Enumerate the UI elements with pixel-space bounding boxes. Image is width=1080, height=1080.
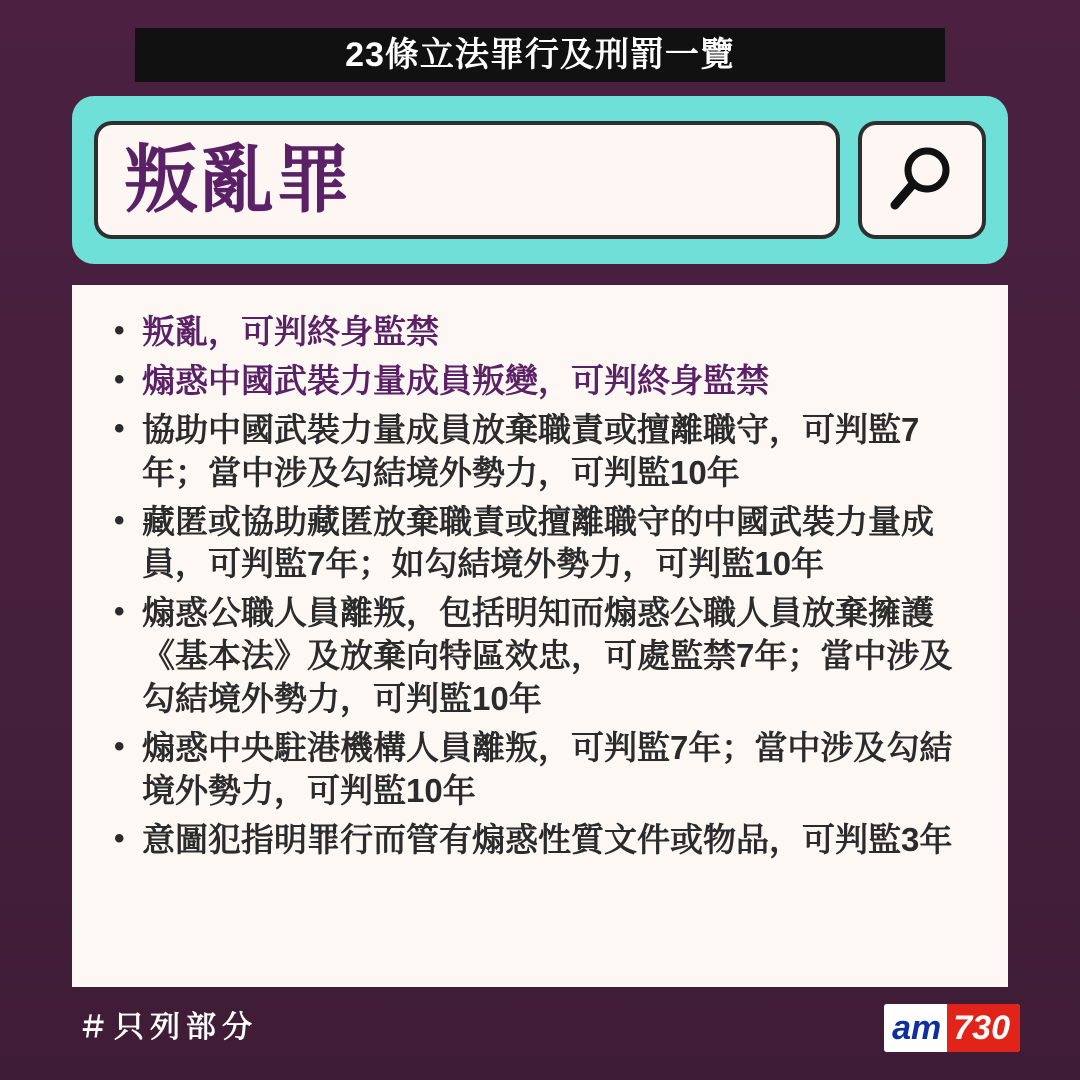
header-banner — [135, 28, 945, 82]
list-item: • 藏匿或協助藏匿放棄職責或擅離職守的中國武裝力量成員，可判監7年；如勾結境外勢力，可判監10年 — [102, 501, 978, 587]
list-item: • 煽惑公職人員離叛，包括明知而煽惑公職人員放棄擁護《基本法》及放棄向特區效忠，可處監禁7年；當中涉及勾結境外勢力，可判監10年 — [102, 592, 978, 721]
search-input[interactable] — [94, 121, 840, 239]
search-input-value: 叛亂罪 — [124, 138, 352, 221]
list-item: • 煽惑中央駐港機構人員離叛，可判監7年；當中涉及勾結境外勢力，可判監10年 — [102, 727, 978, 813]
search-button[interactable] — [858, 121, 986, 239]
offence-list — [102, 311, 978, 862]
offence-list-card — [72, 285, 1008, 987]
list-item: • 叛亂，可判終身監禁 — [102, 311, 978, 354]
search-bar — [72, 96, 1008, 264]
logo-text-730: 730 — [947, 1004, 1020, 1052]
logo-text-am: am — [884, 1004, 947, 1052]
list-item: • 意圖犯指明罪行而管有煽惑性質文件或物品，可判監3年 — [102, 819, 978, 862]
search-icon — [885, 143, 959, 217]
list-item: • 協助中國武裝力量成員放棄職責或擅離職守，可判監7年；當中涉及勾結境外勢力，可判監10年 — [102, 409, 978, 495]
am730-logo — [884, 1004, 1020, 1052]
footnote: ＃只列部分 — [78, 1011, 258, 1044]
list-item: • 煽惑中國武裝力量成員叛變，可判終身監禁 — [102, 360, 978, 403]
page-title: 23條立法罪行及刑罰一覽 — [345, 36, 735, 74]
